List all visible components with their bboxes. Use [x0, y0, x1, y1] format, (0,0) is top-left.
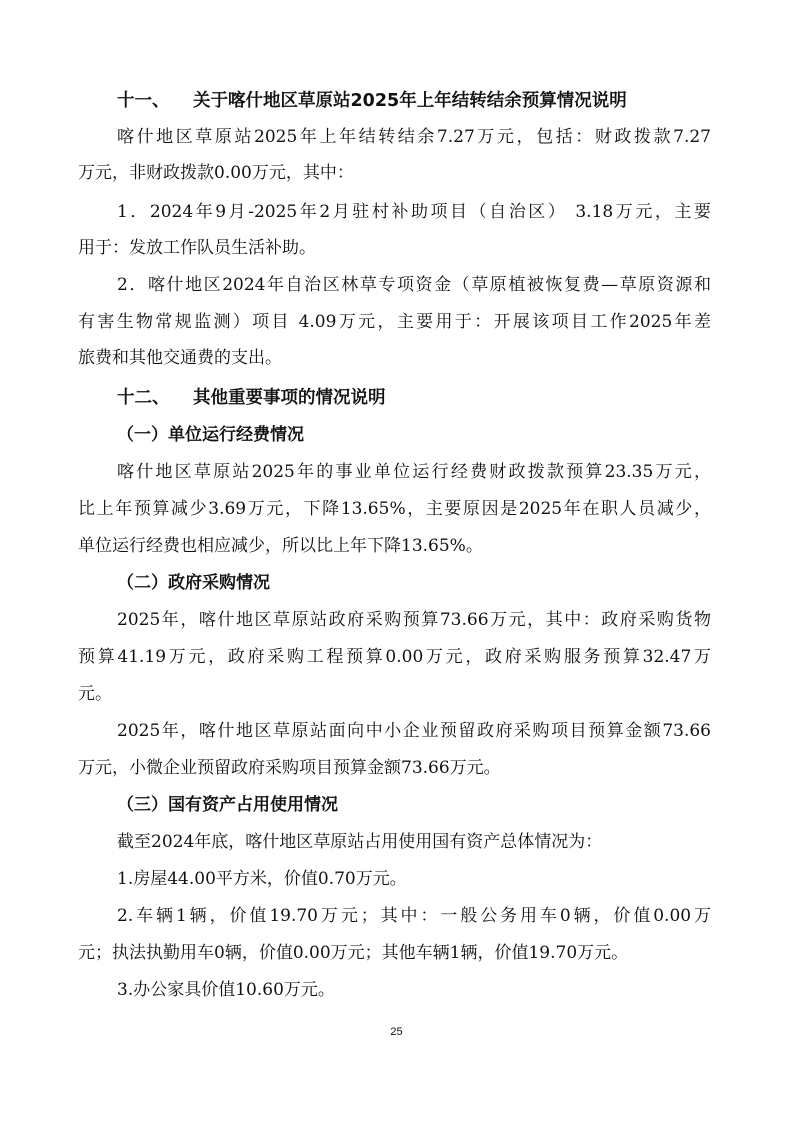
subsection-heading-1: （一）单位运行经费情况 — [117, 425, 304, 445]
section-12-title: 其他重要事项的情况说明 — [193, 388, 386, 408]
paragraph-line: 2．喀什地区2024年自治区林草专项资金（草原植被恢复费—草原资源和 — [117, 275, 711, 295]
subsection-heading-2: （二）政府采购情况 — [117, 573, 270, 593]
paragraph-line: 2025年，喀什地区草原站面向中小企业预留政府采购项目预算金额73.66 — [117, 721, 711, 741]
paragraph-line: 2.车辆1辆，价值19.70万元；其中：一般公务用车0辆，价值0.00万 — [117, 906, 711, 926]
paragraph-line: 预算41.19万元，政府采购工程预算0.00万元，政府采购服务预算32.47万 — [78, 647, 711, 667]
paragraph-line: 1.房屋44.00平方米，价值0.70万元。 — [117, 869, 407, 889]
section-11-title: 关于喀什地区草原站2025年上年结转结余预算情况说明 — [193, 91, 627, 111]
paragraph-line: 旅费和其他交通费的支出。 — [78, 348, 282, 368]
paragraph-line: 有害生物常规监测）项目 4.09万元，主要用于：开展该项目工作2025年差 — [78, 312, 711, 332]
paragraph-line: 万元，小微企业预留政府采购项目预算金额73.66万元。 — [78, 758, 501, 778]
paragraph-line: 万元，非财政拨款0.00万元，其中： — [78, 163, 354, 183]
paragraph-line: 喀什地区草原站2025年的事业单位运行经费财政拨款预算23.35万元， — [117, 462, 711, 482]
paragraph-line: 1．2024年9月-2025年2月驻村补助项目（自治区） 3.18万元，主要 — [117, 202, 711, 222]
subsection-heading-3: （三）国有资产占用使用情况 — [117, 795, 338, 815]
paragraph-line: 单位运行经费也相应减少，所以比上年下降13.65%。 — [78, 536, 483, 556]
paragraph-line: 截至2024年底，喀什地区草原站占用使用国有资产总体情况为： — [117, 832, 603, 852]
section-12-number: 十二、 — [117, 388, 170, 408]
section-12-heading — [117, 386, 386, 410]
section-11-heading — [117, 89, 627, 113]
paragraph-line: 3.办公家具价值10.60万元。 — [117, 980, 335, 1000]
paragraph-line: 喀什地区草原站2025年上年结转结余7.27万元，包括：财政拨款7.27 — [117, 127, 711, 147]
paragraph-line: 元；执法执勤用车0辆，价值0.00万元；其他车辆1辆，价值19.70万元。 — [78, 943, 629, 963]
paragraph-line: 用于：发放工作队员生活补助。 — [78, 238, 316, 258]
page-number: 25 — [390, 1026, 403, 1038]
paragraph-line: 比上年预算减少3.69万元，下降13.65%，主要原因是2025年在职人员减少， — [78, 499, 711, 519]
paragraph-line: 2025年，喀什地区草原站政府采购预算73.66万元，其中：政府采购货物 — [117, 610, 711, 630]
paragraph-line: 元。 — [78, 684, 112, 704]
section-11-number: 十一、 — [117, 91, 170, 111]
